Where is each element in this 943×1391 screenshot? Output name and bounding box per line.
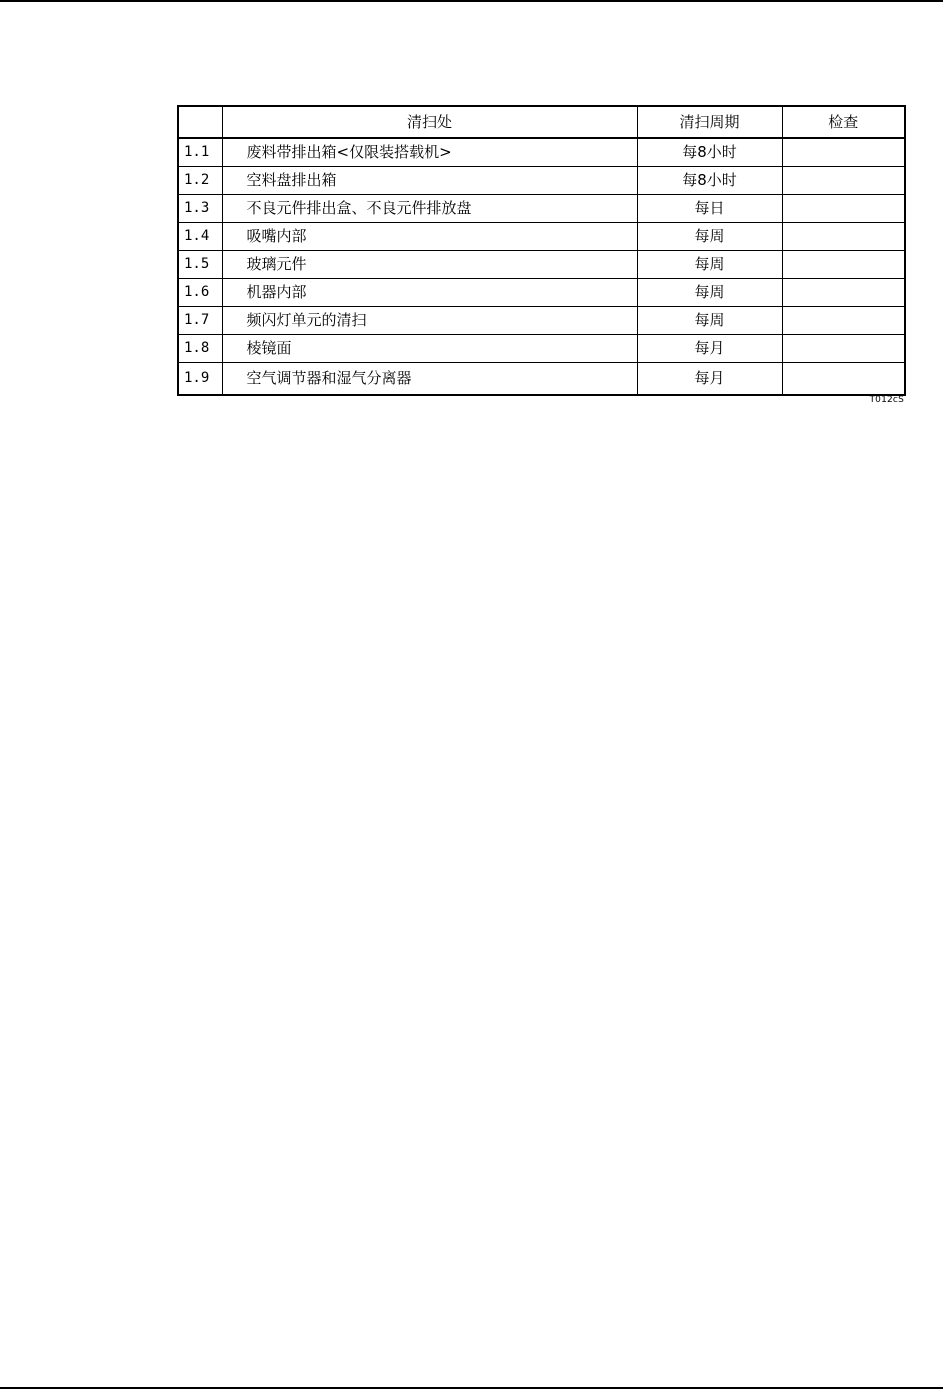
row-cleaning-period: 每8小时 (637, 138, 782, 167)
row-cleaning-place: 机器内部 (222, 279, 637, 307)
row-number: 1.2 (178, 167, 222, 195)
table-row (178, 138, 905, 167)
row-check-cell[interactable] (782, 251, 905, 279)
table-row (178, 251, 905, 279)
table-row (178, 195, 905, 223)
row-check-cell[interactable] (782, 138, 905, 167)
row-check-cell[interactable] (782, 335, 905, 363)
row-cleaning-period: 每月 (637, 335, 782, 363)
row-number: 1.3 (178, 195, 222, 223)
row-number: 1.1 (178, 138, 222, 167)
row-cleaning-period: 每周 (637, 251, 782, 279)
row-cleaning-period: 每周 (637, 223, 782, 251)
row-cleaning-period: 每8小时 (637, 167, 782, 195)
header-rule (0, 0, 943, 2)
row-check-cell[interactable] (782, 223, 905, 251)
table-row (178, 307, 905, 335)
row-check-cell[interactable] (782, 195, 905, 223)
row-check-cell[interactable] (782, 363, 905, 396)
row-check-cell[interactable] (782, 279, 905, 307)
header-check: 检查 (782, 106, 905, 138)
row-cleaning-period: 每月 (637, 363, 782, 396)
row-check-cell[interactable] (782, 307, 905, 335)
row-number: 1.4 (178, 223, 222, 251)
cleaning-schedule-table (177, 105, 906, 396)
row-cleaning-place: 不良元件排出盒、不良元件排放盘 (222, 195, 637, 223)
row-cleaning-place: 空气调节器和湿气分离器 (222, 363, 637, 396)
table-row (178, 363, 905, 396)
row-number: 1.9 (178, 363, 222, 396)
row-number: 1.8 (178, 335, 222, 363)
row-cleaning-place: 棱镜面 (222, 335, 637, 363)
table-code: T012cS (869, 395, 904, 405)
row-check-cell[interactable] (782, 167, 905, 195)
row-cleaning-period: 每周 (637, 307, 782, 335)
table-row (178, 223, 905, 251)
row-cleaning-place: 废料带排出箱<仅限装搭载机> (222, 138, 637, 167)
header-cleaning-place: 清扫处 (222, 106, 637, 138)
row-number: 1.6 (178, 279, 222, 307)
table-row (178, 335, 905, 363)
row-cleaning-place: 吸嘴内部 (222, 223, 637, 251)
row-cleaning-place: 玻璃元件 (222, 251, 637, 279)
row-cleaning-place: 空料盘排出箱 (222, 167, 637, 195)
row-cleaning-place: 频闪灯单元的清扫 (222, 307, 637, 335)
row-cleaning-period: 每周 (637, 279, 782, 307)
header-no (178, 106, 222, 138)
table-header-row (178, 106, 905, 138)
row-number: 1.5 (178, 251, 222, 279)
table-row (178, 167, 905, 195)
row-number: 1.7 (178, 307, 222, 335)
table-row (178, 279, 905, 307)
header-cleaning-period: 清扫周期 (637, 106, 782, 138)
row-cleaning-period: 每日 (637, 195, 782, 223)
footer-rule (0, 1387, 943, 1389)
